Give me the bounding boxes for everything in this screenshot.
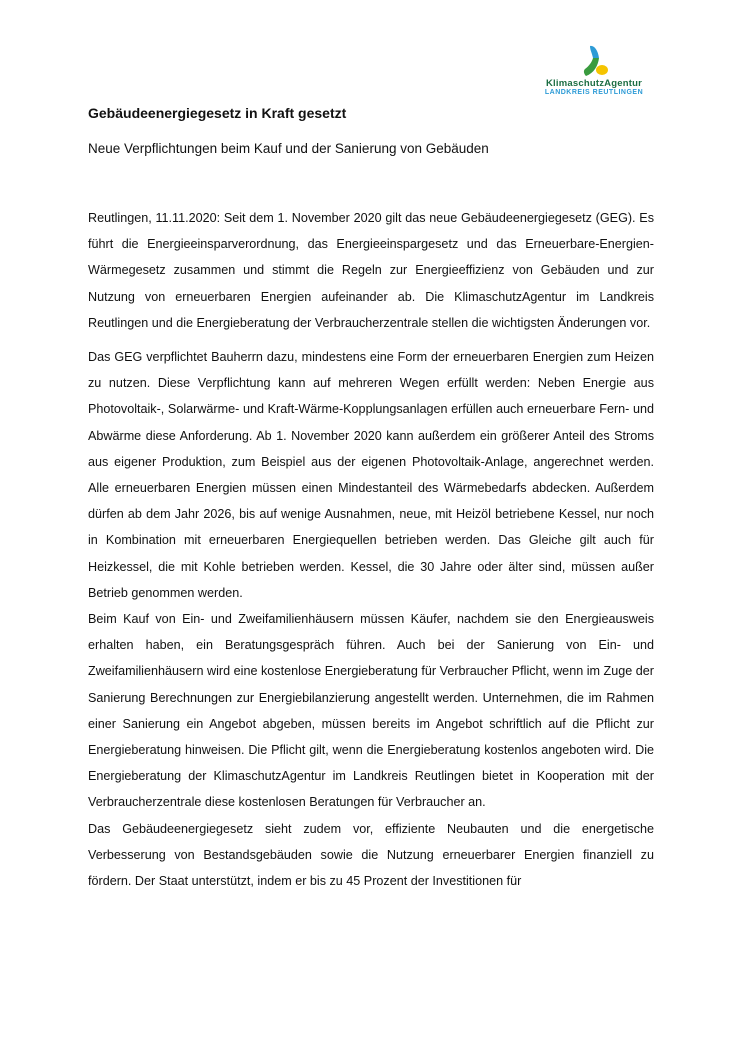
paragraph-funding: Das Gebäudeenergiegesetz sieht zudem vor, effiziente Neubauten und die energetische Verbesserung von Bestandsgebäuden sowie die Nutzung erneuerbarer Energien finanziell zu fördern. Der Staat unterstützt, indem er bis zu 45 Prozent der Investitionen für <box>88 821 654 889</box>
paragraph-obligations: Das GEG verpflichtet Bauherrn dazu, mindestens eine Form der erneuerbaren Energien zum Heizen zu nutzen. Diese Verpflichtung kann auf mehreren Wegen erfüllt werden: Neben Energie aus Photovoltaik-, Solarwärme- und Kraft-Wärme-Kopplungsanlagen erfüllen auch erneuerbare Fern- und Abwärme diese Anforderung. Ab 1. November 2020 kann außerdem ein größerer Anteil des Stroms aus eigener Produktion, zum Beispiel aus der eigenen Photovoltaik-Anlage, angerechnet werden. Alle erneuerbaren Energien müssen einen Mindestanteil des Wärmebedarfs abdecken. Außerdem dürfen ab dem Jahr 2026, bis auf wenige Ausnahmen, neue, mit Heizöl betriebene Kessel, nur noch in Kombination mit erneuerbaren Energiequellen betrieben werden. Das Gleiche gilt auch für Heizkessel, die mit Kohle betrieben werden. Kessel, die 30 Jahre oder älter sind, müssen außer Betrieb genommen werden. <box>88 350 654 600</box>
page-title: Gebäudeenergiegesetz in Kraft gesetzt <box>88 105 347 121</box>
logo-title: KlimaschutzAgentur <box>546 78 642 89</box>
page-subtitle: Neue Verpflichtungen beim Kauf und der Sanierung von Gebäuden <box>88 141 489 156</box>
article-body <box>88 205 654 902</box>
paragraph-intro: Reutlingen, 11.11.2020: Seit dem 1. November 2020 gilt das neue Gebäudeenergiegesetz (GEG). Es führt die Energieeinsparverordnung, das Energieeinspargesetz und das Erneuerbare-Energien-Wärmegesetz zusammen und stimmt die Regeln zur Energieeffizienz von Gebäuden und zur Nutzung von erneuerbaren Energien aufeinander ab. Die KlimaschutzAgentur im Landkreis Reutlingen und die Energieberatung der Verbraucherzentrale stellen die wichtigsten Änderungen vor. <box>88 211 654 330</box>
logo-mark-icon <box>578 44 610 78</box>
logo-subtitle: LANDKREIS REUTLINGEN <box>544 89 644 96</box>
klimaschutzagentur-logo <box>532 44 656 102</box>
paragraph-purchase: Beim Kauf von Ein- und Zweifamilienhäusern müssen Käufer, nachdem sie den Energieausweis erhalten haben, ein Beratungsgespräch führen. Auch bei der Sanierung von Ein- und Zweifamilienhäusern wird eine kostenlose Energieberatung für Verbraucher Pflicht, wenn im Zuge der Sanierung Berechnungen zur Energiebilanzierung angestellt werden. Unternehmen, die im Rahmen einer Sanierung ein Angebot abgeben, müssen bereits im Angebot schriftlich auf die Pflicht zur Energieberatung hinweisen. Die Pflicht gilt, wenn die Energieberatung kostenlos angeboten wird. Die Energieberatung der KlimaschutzAgentur im Landkreis Reutlingen bietet in Kooperation mit der Verbraucherzentrale diese kostenlosen Beratungen für Verbraucher an. <box>88 612 654 810</box>
